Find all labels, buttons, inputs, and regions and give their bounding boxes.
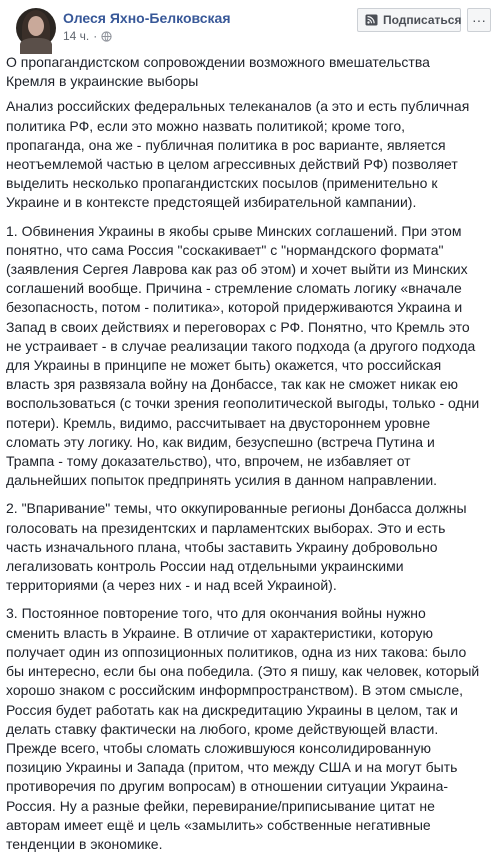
post-time[interactable]: 14 ч.: [63, 29, 90, 43]
rss-icon: [365, 14, 378, 26]
post-header: [10, 0, 486, 50]
globe-icon: [101, 31, 112, 42]
paragraph-1: 1. Обвинения Украины в якобы срыве Минских соглашений. При этом понятно, что сама Россия "соскакивает" с "нормандского формата" (заявления Сергея Лаврова как раз об этом) и хочет выйти из Минских соглашений вообще. Причина - стремление сломать логику «вначале безопасность, потом - политика», которой придерживаются Украина и Запад в своих действиях и переговорах с РФ. Понятно, что Кремль это не устраивает - в случае реализации такого подхода (а другого подхода для Украины в принципе не может быть) окажется, что российская власть зря развязала войну на Донбассе, так как не сможет никак ею воспользоваться (с точки зрения геополитической выгоды, только - одни потери). Кремль, видимо, рассчитывает на двустороннем уровне сломать эту логику. Но, как видим, безуспешно (встреча Путина и Трампа - тому доказательство), что, впрочем, не избавляет от дальнейших попыток предпринять усилия в данном направлении.: [6, 222, 480, 489]
paragraph-2: 2. "Впаривание" темы, что оккупированные регионы Донбасса должны голосовать на президентских и парламентских выборах. Это и есть часть изначального плана, чтобы заставить Украину добровольно легализовать контроль России над отдельными украинскими территориями (а через них - и над всей Украиной).: [6, 500, 467, 594]
paragraph-3: 3. Постоянное повторение того, что для окончания войны нужно сменить власть в Украине. В отличие от характеристики, которую получает один из оппозиционных политиков, одна из них такова: было бы интересно, если бы она победила. (Это я пишу, как человек, который хорошо знаком с российским информпространством). В этом смысле, Россия будет работать как на дискредитацию Украины в целом, так и делать ставку фактически на любого, кроме действующей власти. Прежде всего, чтобы сломать сложившуюся консолидированную позицию Украины и Запада (притом, что между США и на могут быть противоречия по другим вопросам) в отношении ситуации Украина-Россия. Ну а разные фейки, перевирание/приписывание цитат не авторам имеет ещё и цель «замылить» собственные негативные тенденции в экономике.: [6, 605, 480, 852]
post-title: О пропагандистском сопровождении возможного вмешательства Кремля в украинские выборы: [6, 54, 430, 90]
avatar[interactable]: [16, 8, 56, 48]
subscribe-button[interactable]: [357, 8, 461, 32]
more-options-button[interactable]: ···: [467, 8, 491, 32]
author-name[interactable]: Олеся Яхно-Белковская: [63, 10, 231, 26]
paragraph-intro: Анализ российских федеральных телеканалов (а это и есть публичная политика РФ, если это можно назвать политикой; кроме того, пропаганда, она же - публичная политика в рос варианте, является неотъемлемой частью в целом агрессивных действий РФ) позволяет выделить несколько пропагандистских посылов (применительно к Украине и в контексте предстоящей избирательной кампании).: [6, 98, 470, 211]
subscribe-label: Подписаться: [383, 13, 462, 27]
post-meta: [63, 29, 112, 43]
post-content: [6, 53, 482, 863]
dot-separator: ·: [93, 29, 98, 43]
